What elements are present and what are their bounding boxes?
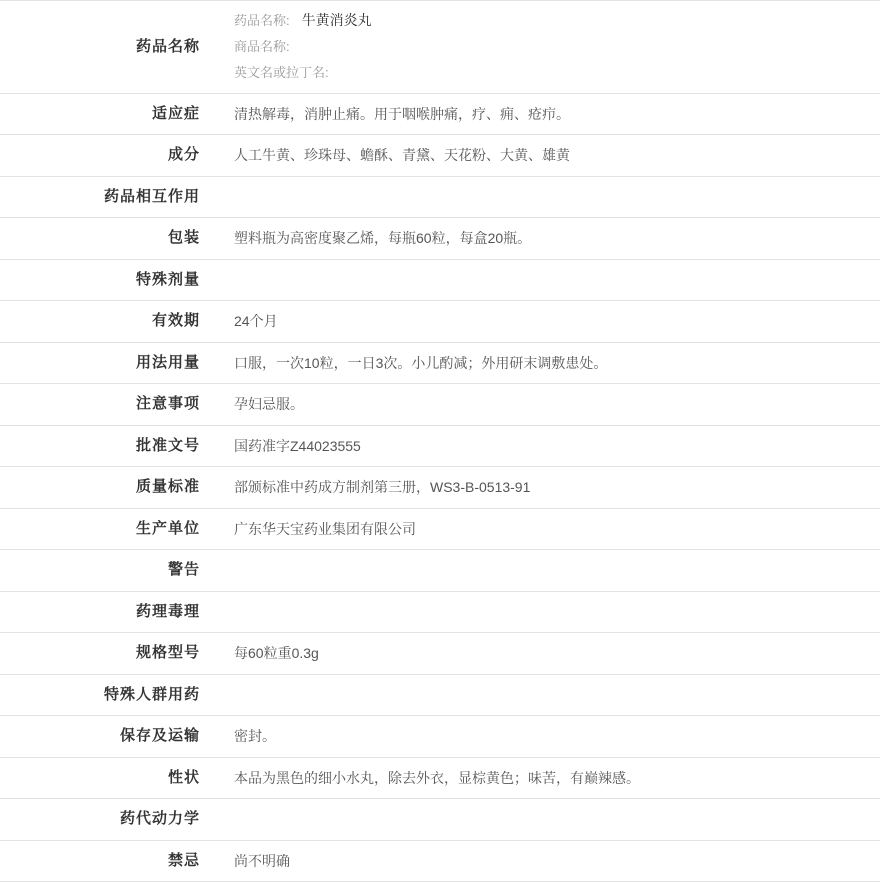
drug-name-block xyxy=(214,1,880,93)
drug-name-key-trade: 商品名称: xyxy=(234,38,290,54)
row-label-drug-interactions: 药品相互作用 xyxy=(103,187,200,205)
table-row xyxy=(0,591,880,633)
row-label-drug-name: 药品名称 xyxy=(135,37,200,55)
row-value-pharmacology-toxicology xyxy=(214,591,880,633)
table-row xyxy=(0,342,880,384)
row-label-approval-number: 批准文号 xyxy=(135,436,200,454)
table-row xyxy=(0,301,880,343)
row-value-drug-name xyxy=(214,1,880,94)
row-label-special-dosage: 特殊剂量 xyxy=(135,270,200,288)
row-label-contraindications: 禁忌 xyxy=(167,851,200,869)
row-label-precautions: 注意事项 xyxy=(135,395,200,413)
row-value-drug-interactions xyxy=(214,176,880,218)
table-row xyxy=(0,384,880,426)
row-label-warning: 警告 xyxy=(167,561,200,579)
row-value-specification-model: 每60粒重0.3g xyxy=(234,645,319,662)
row-value-indications: 清热解毒，消肿止痛。用于咽喉肿痛，疗、痈、疮疖。 xyxy=(234,105,570,122)
table-row xyxy=(0,757,880,799)
table-row xyxy=(0,840,880,882)
row-value-precautions: 孕妇忌服。 xyxy=(234,396,304,413)
table-row-drug-name xyxy=(0,1,880,94)
drug-name-line-generic xyxy=(234,8,870,34)
row-value-approval-number: 国药准字Z44023555 xyxy=(234,437,361,454)
row-label-appearance: 性状 xyxy=(167,768,200,786)
drug-name-key-english: 英文名或拉丁名: xyxy=(234,64,329,80)
row-label-special-population: 特殊人群用药 xyxy=(103,685,200,703)
row-value-quality-standard: 部颁标准中药成方制剂第三册，WS3-B-0513-91 xyxy=(234,479,531,496)
row-value-storage-transport: 密封。 xyxy=(234,728,276,745)
row-value-pharmacokinetics xyxy=(214,799,880,841)
row-value-contraindications: 尚不明确 xyxy=(234,852,290,869)
table-row xyxy=(0,176,880,218)
row-value-special-population xyxy=(214,674,880,716)
drug-name-key-generic: 药品名称: xyxy=(234,13,290,28)
row-label-manufacturer: 生产单位 xyxy=(135,519,200,537)
drug-name-line-trade xyxy=(234,34,870,60)
table-row xyxy=(0,550,880,592)
row-label-pharmacology-toxicology: 药理毒理 xyxy=(135,602,200,620)
drug-info-table-body xyxy=(0,1,880,882)
row-label-pharmacokinetics: 药代动力学 xyxy=(119,810,200,828)
table-row xyxy=(0,508,880,550)
drug-name-value-generic: 牛黄消炎丸 xyxy=(301,12,372,28)
row-value-shelf-life: 24个月 xyxy=(234,313,278,330)
row-value-dosage-administration: 口服，一次10粒，一日3次。小儿酌减；外用研末调敷患处。 xyxy=(234,354,608,371)
row-label-ingredients: 成分 xyxy=(167,146,200,164)
row-label-quality-standard: 质量标准 xyxy=(135,478,200,496)
row-label-indications: 适应症 xyxy=(151,104,200,122)
row-value-appearance: 本品为黑色的细小水丸，除去外衣，显棕黄色；味苦，有巅辣感。 xyxy=(234,769,640,786)
row-value-special-dosage xyxy=(214,259,880,301)
table-row xyxy=(0,425,880,467)
table-row xyxy=(0,93,880,135)
table-row xyxy=(0,716,880,758)
table-row xyxy=(0,135,880,177)
row-value-ingredients: 人工牛黄、珍珠母、蟾酥、青黛、天花粉、大黄、雄黄 xyxy=(234,147,570,164)
row-value-packaging: 塑料瓶为高密度聚乙烯，每瓶60粒，每盒20瓶。 xyxy=(234,230,532,247)
row-label-dosage-administration: 用法用量 xyxy=(135,353,200,371)
table-row xyxy=(0,467,880,509)
table-row xyxy=(0,218,880,260)
row-label-storage-transport: 保存及运输 xyxy=(119,727,200,745)
row-label-shelf-life: 有效期 xyxy=(151,312,200,330)
row-value-manufacturer: 广东华天宝药业集团有限公司 xyxy=(234,520,416,537)
table-row xyxy=(0,259,880,301)
drug-name-value-trade xyxy=(290,38,302,54)
row-label-specification-model: 规格型号 xyxy=(135,644,200,662)
drug-name-line-english xyxy=(234,60,870,86)
drug-name-value-english xyxy=(329,64,341,80)
row-label-packaging: 包装 xyxy=(167,229,200,247)
row-value-warning xyxy=(214,550,880,592)
table-row xyxy=(0,633,880,675)
table-row xyxy=(0,674,880,716)
table-row xyxy=(0,799,880,841)
